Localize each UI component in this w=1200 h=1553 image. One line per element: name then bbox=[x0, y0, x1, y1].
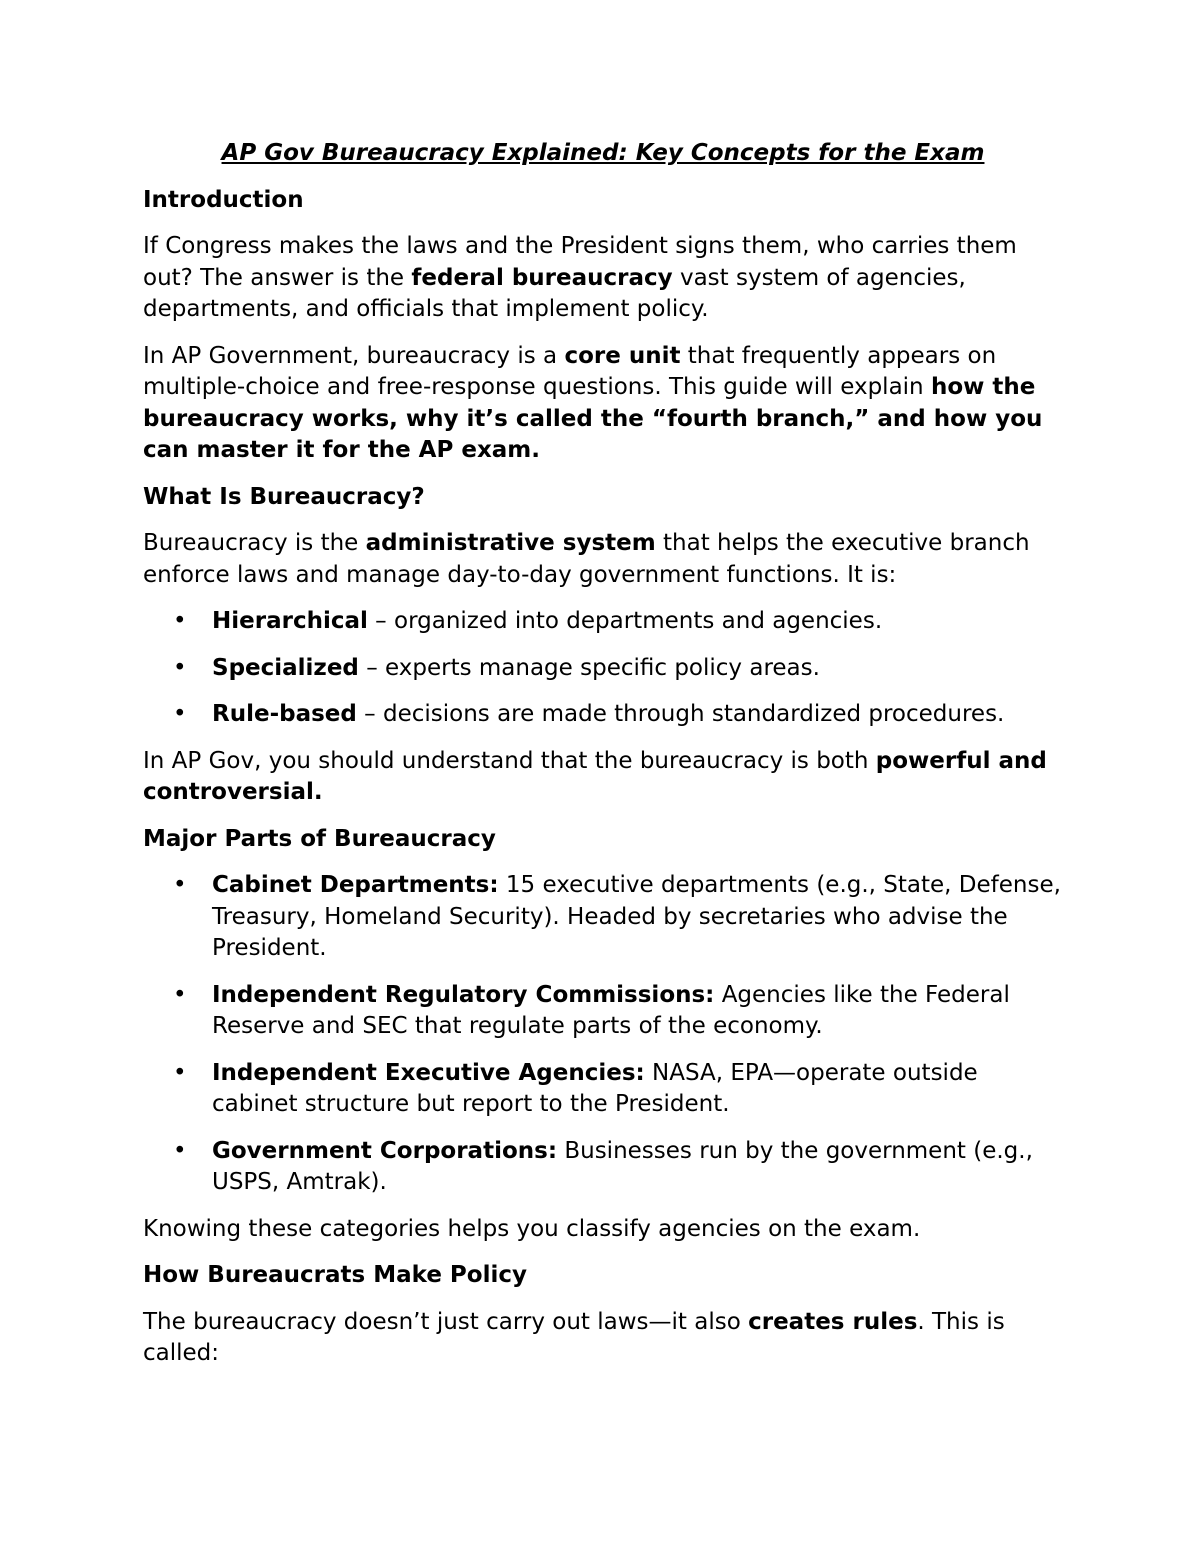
heading-how-bureaucrats-make-policy: How Bureaucrats Make Policy bbox=[143, 1262, 527, 1288]
heading-introduction: Introduction bbox=[143, 186, 304, 213]
list-item bbox=[143, 653, 1063, 685]
heading-what-is-bureaucracy: What Is Bureaucracy? bbox=[143, 483, 425, 510]
bullet-icon: • bbox=[173, 981, 187, 1008]
heading-major-parts: Major Parts of Bureaucracy bbox=[143, 825, 496, 852]
bold-run: federal bureaucracy bbox=[411, 264, 673, 291]
text-run: – decisions are made through standardized procedures. bbox=[356, 701, 1005, 727]
document-title: AP Gov Bureaucracy Explained: Key Concepts for the Exam bbox=[221, 140, 985, 166]
paragraph-policy bbox=[143, 1307, 1063, 1370]
bold-run: powerful and controversial. bbox=[143, 747, 1047, 805]
document-page bbox=[143, 138, 1063, 1385]
text-run: NASA, EPA—operate outside cabinet structure but report to the President. bbox=[212, 1059, 978, 1117]
bold-run: Government Corporations: bbox=[212, 1137, 558, 1164]
bold-run: Rule-based bbox=[212, 701, 357, 727]
list-item bbox=[143, 699, 1063, 731]
list-item bbox=[143, 606, 1063, 638]
text-run: . This is called: bbox=[143, 1308, 1005, 1366]
paragraph-intro-2 bbox=[143, 341, 1063, 467]
paragraph-intro-1 bbox=[143, 231, 1063, 326]
bullet-icon: • bbox=[173, 608, 187, 634]
text-run: In AP Gov, you should understand that the bureaucracy is both bbox=[143, 747, 876, 774]
text-run: – experts manage specific policy areas. bbox=[358, 654, 820, 681]
text-run: 15 executive departments (e.g., State, Defense, Treasury, Homeland Security). Headed by secretaries who advise the President. bbox=[212, 872, 1061, 961]
bold-run: Cabinet Departments: bbox=[212, 872, 499, 898]
text-run: Agencies like the Federal Reserve and SEC that regulate parts of the economy. bbox=[212, 981, 1010, 1039]
list-item bbox=[143, 980, 1063, 1043]
list-item bbox=[143, 1058, 1063, 1121]
text-run: vast system of agencies, departments, and officials that implement policy. bbox=[143, 264, 966, 322]
text-run: Bureaucracy is the bbox=[143, 530, 366, 556]
bold-run: Specialized bbox=[212, 654, 359, 681]
bold-run: creates rules bbox=[748, 1308, 918, 1335]
bullet-icon: • bbox=[173, 654, 187, 681]
bullet-icon: • bbox=[173, 1137, 187, 1164]
text-run: that helps the executive branch enforce laws and manage day-to-day government functions. It is: bbox=[143, 530, 1030, 588]
text-run: In AP Government, bureaucracy is a bbox=[143, 342, 565, 369]
text-run: – organized into departments and agencies. bbox=[367, 608, 883, 634]
traits-list bbox=[143, 606, 1063, 731]
list-item bbox=[143, 870, 1063, 965]
bold-run: administrative system bbox=[365, 530, 656, 556]
parts-list bbox=[143, 870, 1063, 1199]
bold-run: how the bureaucracy works, why it’s called the “fourth branch,” and how you can master it for the AP exam. bbox=[143, 374, 1043, 463]
bold-run: core unit bbox=[564, 342, 681, 369]
text-run: Businesses run by the government (e.g., USPS, Amtrak). bbox=[212, 1137, 1033, 1195]
paragraph-what-is bbox=[143, 528, 1063, 591]
bold-run: Hierarchical bbox=[212, 608, 368, 634]
bullet-icon: • bbox=[173, 1059, 187, 1086]
bold-run: Independent Executive Agencies: bbox=[212, 1059, 645, 1086]
paragraph-traits-summary bbox=[143, 746, 1063, 809]
text-run: The bureaucracy doesn’t just carry out laws—it also bbox=[143, 1308, 749, 1335]
bullet-icon: • bbox=[173, 701, 187, 727]
text-run: If Congress makes the laws and the President signs them, who carries them out? The answer is the bbox=[143, 233, 1017, 291]
bullet-icon: • bbox=[173, 872, 187, 898]
list-item bbox=[143, 1136, 1063, 1199]
paragraph-parts-summary: Knowing these categories helps you classify agencies on the exam. bbox=[143, 1215, 921, 1242]
text-run: that frequently appears on multiple-choice and free-response questions. This guide will explain bbox=[143, 342, 997, 400]
bold-run: Independent Regulatory Commissions: bbox=[212, 981, 715, 1008]
